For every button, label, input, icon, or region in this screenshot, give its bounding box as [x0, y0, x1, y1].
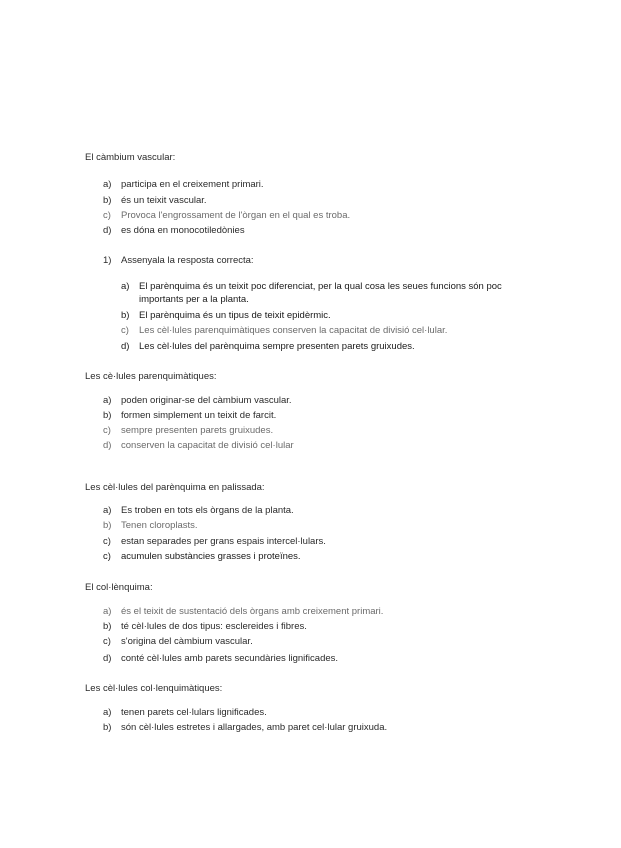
question-heading: Les cèl·lules del parènquima en palissada:	[85, 482, 265, 493]
option-text: El parènquima és un teixit poc diferenciat, per la qual cosa les seues funcions són poc	[139, 281, 502, 292]
option-text: és el teixit de sustentació dels òrgans amb creixement primari.	[121, 606, 384, 617]
option-text: Tenen cloroplasts.	[121, 520, 198, 531]
question-heading: Les cè·lules parenquimàtiques:	[85, 371, 217, 382]
option-letter: a)	[103, 179, 112, 190]
option-letter: a)	[103, 606, 112, 617]
option-letter: b)	[103, 722, 112, 733]
question-heading: El col·lènquima:	[85, 582, 153, 593]
option-letter: a)	[121, 281, 130, 292]
option-text: sempre presenten parets gruixudes.	[121, 425, 274, 436]
option-text: tenen parets cel·lulars lignificades.	[121, 707, 267, 718]
option-letter: a)	[103, 395, 112, 406]
option-text: conté cèl·lules amb parets secundàries lignificades.	[121, 653, 339, 664]
question-heading: Les cèl·lules col·lenquimàtiques:	[85, 683, 223, 694]
option-text: poden originar-se del càmbium vascular.	[121, 395, 292, 406]
option-letter: c)	[103, 536, 111, 547]
option-letter: a)	[103, 707, 112, 718]
option-letter: c)	[121, 325, 129, 336]
question-heading: El càmbium vascular:	[85, 152, 176, 163]
option-letter: c)	[103, 425, 111, 436]
option-letter: b)	[121, 310, 130, 321]
option-text: participa en el creixement primari.	[121, 179, 264, 190]
option-text: s'origina del càmbium vascular.	[121, 636, 253, 647]
option-letter: c)	[103, 636, 111, 647]
option-letter: b)	[103, 520, 112, 531]
option-text: és un teixit vascular.	[121, 195, 207, 206]
option-letter: a)	[103, 505, 112, 516]
option-text-continuation: importants per a la planta.	[139, 294, 249, 305]
option-text: Es troben en tots els òrgans de la planta.	[121, 505, 294, 516]
option-text: es dóna en monocotiledònies	[121, 225, 245, 236]
option-letter: c)	[103, 210, 111, 221]
option-text: Les cèl·lules del parènquima sempre presenten parets gruixudes.	[139, 341, 415, 352]
option-text: El parènquima és un tipus de teixit epidèrmic.	[139, 310, 331, 321]
option-letter: d)	[103, 225, 112, 236]
option-text: té cèl·lules de dos tipus: esclereides i fibres.	[121, 621, 307, 632]
option-text: estan separades per grans espais intercel·lulars.	[121, 536, 326, 547]
option-letter: b)	[103, 410, 112, 421]
question-number: 1)	[103, 255, 112, 266]
option-letter: b)	[103, 621, 112, 632]
option-text: acumulen substàncies grasses i proteïnes.	[121, 551, 301, 562]
option-letter: d)	[103, 653, 112, 664]
option-text: Provoca l'engrossament de l'òrgan en el qual es troba.	[121, 210, 351, 221]
option-letter: b)	[103, 195, 112, 206]
option-letter: d)	[121, 341, 130, 352]
option-letter: c)	[103, 551, 111, 562]
option-text: són cèl·lules estretes i allargades, amb paret cel·lular gruixuda.	[121, 722, 388, 733]
option-text: conserven la capacitat de divisió cel·lular	[121, 440, 294, 451]
option-text: Les cèl·lules parenquimàtiques conserven la capacitat de divisió cel·lular.	[139, 325, 448, 336]
question-text: Assenyala la resposta correcta:	[121, 255, 254, 266]
option-letter: d)	[103, 440, 112, 451]
option-text: formen simplement un teixit de farcit.	[121, 410, 277, 421]
